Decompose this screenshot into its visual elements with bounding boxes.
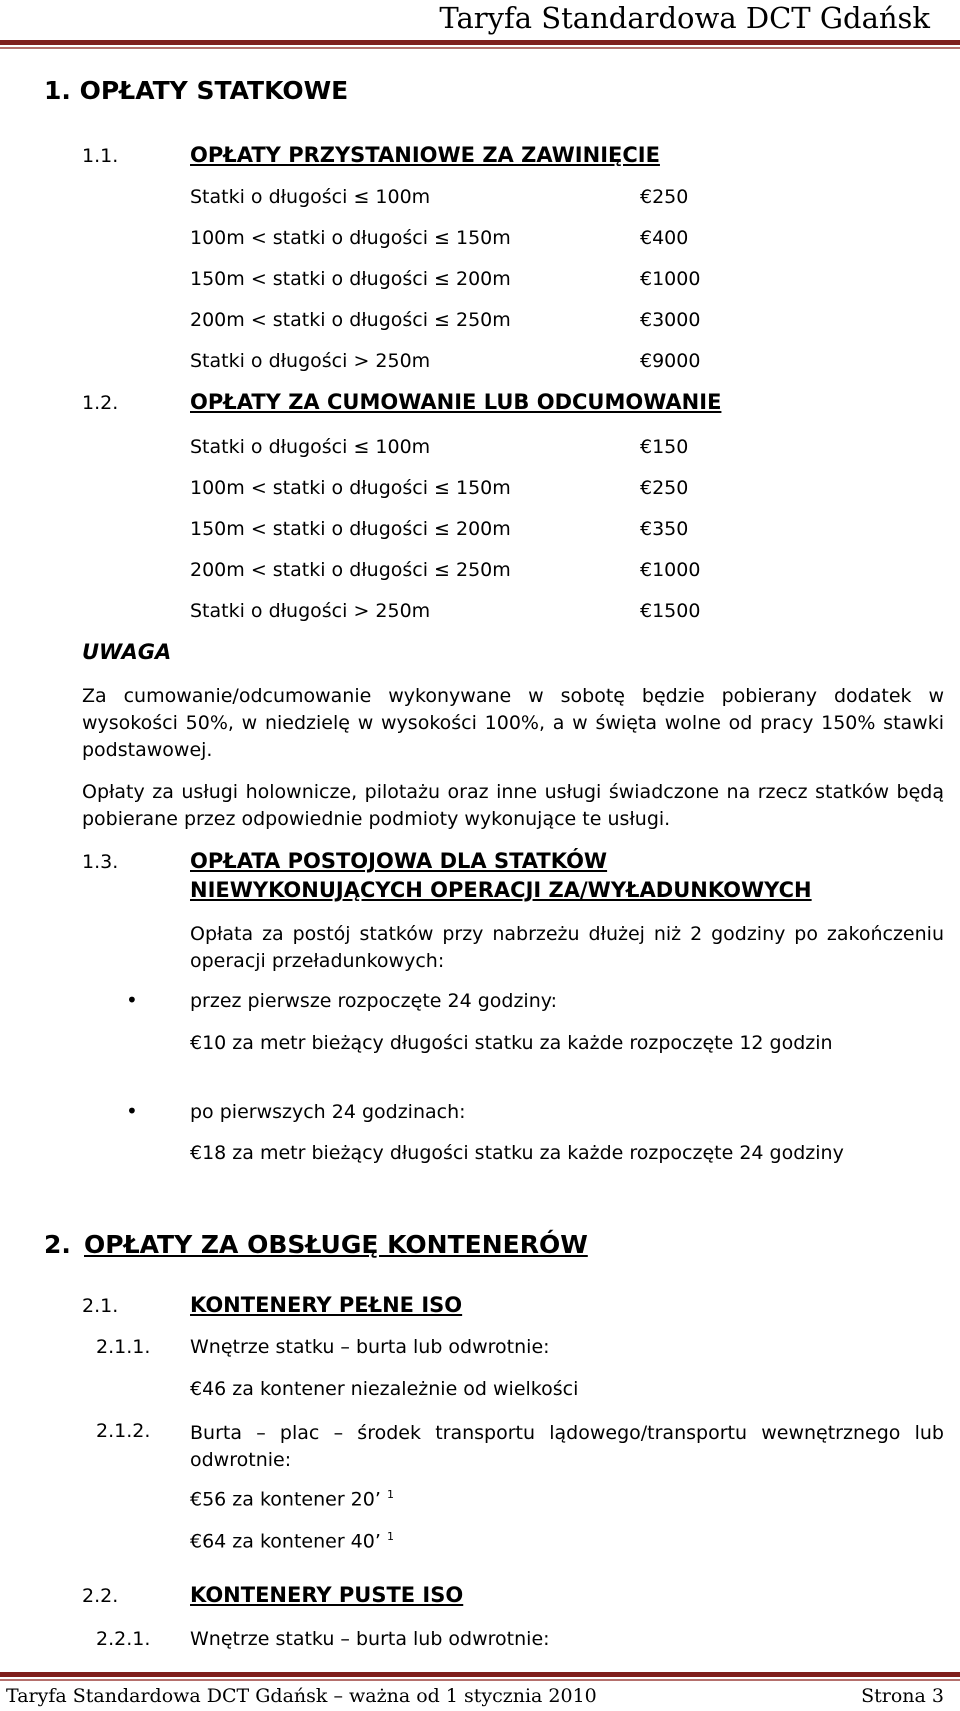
layover-bullet-first-24h: przez pierwsze rozpoczęte 24 godziny: bbox=[190, 990, 558, 1012]
section-2-heading: OPŁATY ZA OBSŁUGĘ KONTENERÓW bbox=[84, 1230, 588, 1259]
fee-row-label: Statki o długości ≤ 100m bbox=[190, 186, 431, 208]
fee-row-value: €1500 bbox=[640, 600, 701, 622]
note-paragraph-surcharge: Za cumowanie/odcumowanie wykonywane w sobotę będzie pobierany dodatek w wysokości 50%, w niedzielę w wysokości 100%, a w święta wolne od pracy 150% stawki podstawowej. bbox=[82, 685, 944, 761]
fee-row-label: Statki o długości > 250m bbox=[190, 350, 431, 372]
note-label: UWAGA bbox=[82, 640, 172, 664]
section-2-2-title: KONTENERY PUSTE ISO bbox=[190, 1583, 464, 1607]
fee-row-label: 200m < statki o długości ≤ 250m bbox=[190, 559, 511, 581]
bullet-marker: • bbox=[126, 988, 138, 1012]
price-40ft bbox=[190, 1530, 394, 1552]
price-40ft-text: €64 za kontener 40’ bbox=[190, 1530, 381, 1553]
fee-row-label: 200m < statki o długości ≤ 250m bbox=[190, 309, 511, 331]
layover-bullet-after-24h: po pierwszych 24 godzinach: bbox=[190, 1101, 466, 1123]
footer-rule-thin bbox=[0, 1679, 960, 1681]
price-20ft-text: €56 za kontener 20’ bbox=[190, 1488, 381, 1511]
fee-row-label: 100m < statki o długości ≤ 150m bbox=[190, 477, 511, 499]
footnote-mark: 1 bbox=[386, 1488, 394, 1501]
note-paragraph-services: Opłaty za usługi holownicze, pilotażu oraz inne usługi świadczone na rzecz statków będą pobierane przez odpowiednie podmioty wykonujące te usługi. bbox=[82, 781, 944, 830]
section-2-1-2-text: Burta – plac – środek transportu lądowego/transportu wewnętrznego lub odwrotnie: bbox=[190, 1422, 944, 1471]
section-1-3-title-line1: OPŁATA POSTOJOWA DLA STATKÓW bbox=[190, 849, 608, 873]
fee-row-label: 100m < statki o długości ≤ 150m bbox=[190, 227, 511, 249]
layover-fee-intro: Opłata za postój statków przy nabrzeżu dłużej niż 2 godziny po zakończeniu operacji przeładunkowych: bbox=[190, 923, 944, 972]
section-1-3-title-line2: NIEWYKONUJĄCYCH OPERACJI ZA/WYŁADUNKOWYCH bbox=[190, 878, 812, 902]
footnote-mark: 1 bbox=[386, 1530, 394, 1543]
fee-row-value: €9000 bbox=[640, 350, 701, 372]
fee-row-value: €250 bbox=[640, 186, 689, 208]
fee-row-value: €350 bbox=[640, 518, 689, 540]
fee-row-label: 150m < statki o długości ≤ 200m bbox=[190, 518, 511, 540]
fee-row-label: Statki o długości ≤ 100m bbox=[190, 436, 431, 458]
section-1-3-number: 1.3. bbox=[82, 851, 119, 873]
fee-row-value: €150 bbox=[640, 436, 689, 458]
fee-row-label: 150m < statki o długości ≤ 200m bbox=[190, 268, 511, 290]
section-2-1-2-number: 2.1.2. bbox=[96, 1420, 151, 1442]
section-2-2-1-number: 2.2.1. bbox=[96, 1628, 151, 1650]
section-1-heading: 1. OPŁATY STATKOWE bbox=[44, 76, 349, 105]
section-1-2-title: OPŁATY ZA CUMOWANIE LUB ODCUMOWANIE bbox=[190, 390, 722, 414]
fee-row-value: €250 bbox=[640, 477, 689, 499]
section-1-1-number: 1.1. bbox=[82, 145, 119, 167]
layover-rate-first-24h: €10 za metr bieżący długości statku za każde rozpoczęte 12 godzin bbox=[190, 1032, 833, 1054]
fee-row-value: €400 bbox=[640, 227, 689, 249]
header-rule bbox=[0, 40, 960, 45]
fee-row-value: €3000 bbox=[640, 309, 701, 331]
footer-rule bbox=[0, 1672, 960, 1677]
footer-left-text: Taryfa Standardowa DCT Gdańsk – ważna od 1 stycznia 2010 bbox=[6, 1685, 597, 1707]
fee-row-label: Statki o długości > 250m bbox=[190, 600, 431, 622]
section-2-2-1-text: Wnętrze statku – burta lub odwrotnie: bbox=[190, 1628, 550, 1650]
layover-rate-after-24h: €18 za metr bieżący długości statku za każde rozpoczęte 24 godziny bbox=[190, 1142, 844, 1164]
fee-row-value: €1000 bbox=[640, 268, 701, 290]
section-2-1-1-price: €46 za kontener niezależnie od wielkości bbox=[190, 1378, 579, 1400]
section-2-1-1-number: 2.1.1. bbox=[96, 1336, 151, 1358]
section-1-2-number: 1.2. bbox=[82, 392, 119, 414]
price-20ft bbox=[190, 1488, 394, 1510]
section-2-1-number: 2.1. bbox=[82, 1295, 119, 1317]
section-1-1-title: OPŁATY PRZYSTANIOWE ZA ZAWINIĘCIE bbox=[190, 143, 660, 167]
bullet-marker: • bbox=[126, 1099, 138, 1123]
header-rule-thin bbox=[0, 47, 960, 49]
section-2-1-title: KONTENERY PEŁNE ISO bbox=[190, 1293, 463, 1317]
page-number: Strona 3 bbox=[861, 1685, 944, 1707]
section-2-number: 2. bbox=[44, 1230, 71, 1259]
section-2-1-1-text: Wnętrze statku – burta lub odwrotnie: bbox=[190, 1336, 550, 1358]
section-2-2-number: 2.2. bbox=[82, 1585, 119, 1607]
page-header-title: Taryfa Standardowa DCT Gdańsk bbox=[439, 1, 930, 35]
fee-row-value: €1000 bbox=[640, 559, 701, 581]
